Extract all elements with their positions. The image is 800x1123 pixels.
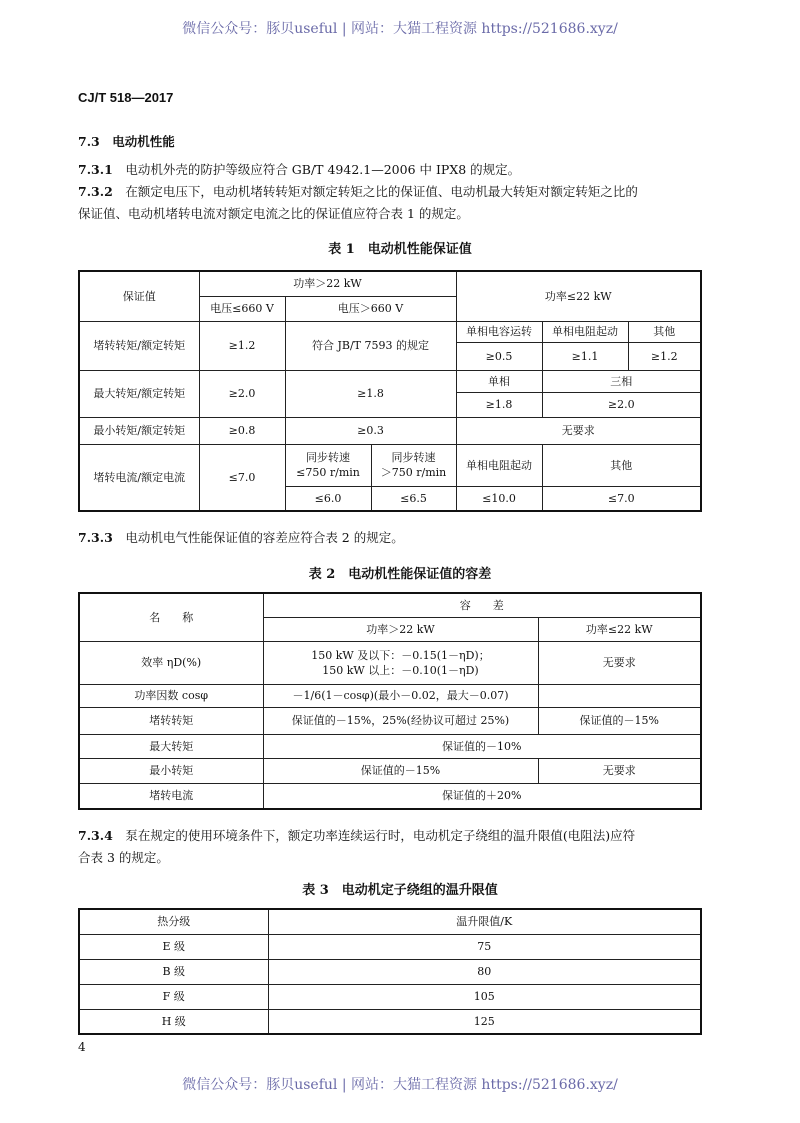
header-cell: 电压＞660 V (285, 296, 456, 321)
cell: ≤7.0 (542, 486, 701, 511)
cell: ≤7.0 (199, 444, 285, 511)
section-heading (78, 131, 175, 153)
cell: ≥2.0 (542, 392, 701, 417)
cell: ≥1.8 (285, 370, 456, 417)
clause-text: 泵在规定的使用环境条件下，额定功率连续运行时，电动机定子绕组的温升限值(电阻法)应符 (125, 828, 636, 843)
row-label: 效率 ηD(%) (79, 641, 263, 684)
table3-caption: 表 3 电动机定子绕组的温升限值 (302, 883, 498, 898)
header-cell: 保证值 (79, 271, 199, 321)
row-label: 堵转转矩/额定转矩 (79, 321, 199, 370)
clause-text: 在额定电压下，电动机堵转转矩对额定转矩之比的保证值、电动机最大转矩对额定转矩之比的 (125, 184, 638, 199)
cell: ≥1.2 (628, 342, 701, 370)
cell: ≤6.0 (285, 486, 371, 511)
row-label: 堵转电流/额定电流 (79, 444, 199, 511)
cell (263, 641, 538, 684)
clause-number: 7.3.1 (78, 162, 113, 177)
cell: 单相电阻起动 (456, 444, 542, 486)
header-cell: 功率＞22 kW (199, 271, 456, 296)
cell-line: ≤750 r/min (296, 466, 360, 479)
clause-7-3-2-cont: 保证值、电动机堵转电流对额定电流之比的保证值应符合表 1 的规定。 (78, 206, 469, 221)
clause-7-3-1 (78, 159, 520, 181)
page-number: 4 (78, 1040, 86, 1054)
cell: 其他 (542, 444, 701, 486)
cell (371, 444, 456, 486)
clause-number: 7.3.4 (78, 828, 113, 843)
cell: 125 (268, 1009, 701, 1034)
clause-text: 电动机外壳的防护等级应符合 GB/T 4942.1—2006 中 IPX8 的规定。 (125, 162, 521, 177)
table2-caption: 表 2 电动机性能保证值的容差 (308, 567, 492, 582)
cell: －1/6(1－cosφ)(最小－0.02，最大－0.07) (263, 684, 538, 707)
cell: 三相 (542, 370, 701, 392)
cell: 无要求 (456, 417, 701, 444)
clause-7-3-2 (78, 181, 638, 203)
cell-line: 150 kW 以上：－0.10(1－ηD) (322, 663, 479, 677)
header-cell: 功率≤22 kW (538, 617, 701, 641)
table-3 (78, 908, 702, 1035)
cell-line: 150 kW 及以下：－0.15(1－ηD)； (311, 648, 490, 662)
cell: 75 (268, 934, 701, 959)
cell: 保证值的－15% (538, 707, 701, 734)
clause-text: 电动机电气性能保证值的容差应符合表 2 的规定。 (125, 530, 404, 545)
header-cell: 热分级 (79, 909, 268, 934)
section-number: 7.3 (78, 134, 100, 149)
cell-line: 同步转速 (306, 451, 350, 464)
header-cell: 电压≤660 V (199, 296, 285, 321)
row-label: 功率因数 cosφ (79, 684, 263, 707)
cell: 单相电阻起动 (542, 321, 628, 342)
row-label: F 级 (79, 984, 268, 1009)
cell (285, 444, 371, 486)
row-label: E 级 (79, 934, 268, 959)
cell-line: ＞750 r/min (380, 466, 447, 479)
clause-number: 7.3.2 (78, 184, 113, 199)
cell: ≥0.8 (199, 417, 285, 444)
standard-code: CJ/T 518—2017 (78, 90, 174, 105)
header-cell: 功率≤22 kW (456, 271, 701, 321)
row-label: 堵转转矩 (79, 707, 263, 734)
header-cell: 容 差 (263, 593, 701, 617)
clause-7-3-4-cont: 合表 3 的规定。 (78, 850, 169, 865)
cell: ≥1.2 (199, 321, 285, 370)
watermark-top: 微信公众号：豚贝useful | 网站：大猫工程资源 https://521686.xyz/ (182, 21, 618, 37)
table-2 (78, 592, 702, 810)
cell (538, 684, 701, 707)
cell: 单相电容运转 (456, 321, 542, 342)
cell: 符合 JB/T 7593 的规定 (285, 321, 456, 370)
cell: 保证值的－10% (263, 734, 701, 758)
cell: ≥2.0 (199, 370, 285, 417)
cell: ≤6.5 (371, 486, 456, 511)
cell: ≥1.1 (542, 342, 628, 370)
row-label: B 级 (79, 959, 268, 984)
cell: 其他 (628, 321, 701, 342)
header-cell: 温升限值/K (268, 909, 701, 934)
clause-7-3-3 (78, 527, 404, 549)
row-label: 最小转矩 (79, 758, 263, 783)
clause-number: 7.3.3 (78, 530, 113, 545)
cell: 无要求 (538, 641, 701, 684)
header-cell: 名 称 (79, 593, 263, 641)
section-title: 电动机性能 (112, 134, 175, 149)
header-cell: 功率＞22 kW (263, 617, 538, 641)
cell: ≥1.8 (456, 392, 542, 417)
row-label: 最大转矩/额定转矩 (79, 370, 199, 417)
cell: ≤10.0 (456, 486, 542, 511)
cell: 保证值的＋20% (263, 783, 701, 809)
cell: ≥0.3 (285, 417, 456, 444)
cell: 保证值的－15%，25%(经协议可超过 25%) (263, 707, 538, 734)
watermark-bottom: 微信公众号：豚贝useful | 网站：大猫工程资源 https://521686.xyz/ (182, 1077, 618, 1093)
cell: 保证值的－15% (263, 758, 538, 783)
cell: 无要求 (538, 758, 701, 783)
row-label: H 级 (79, 1009, 268, 1034)
row-label: 最小转矩/额定转矩 (79, 417, 199, 444)
cell: 单相 (456, 370, 542, 392)
row-label: 最大转矩 (79, 734, 263, 758)
table-1 (78, 270, 702, 512)
cell: 105 (268, 984, 701, 1009)
cell: ≥0.5 (456, 342, 542, 370)
cell-line: 同步转速 (391, 451, 436, 464)
row-label: 堵转电流 (79, 783, 263, 809)
table1-caption: 表 1 电动机性能保证值 (328, 242, 472, 257)
clause-7-3-4 (78, 825, 635, 847)
cell: 80 (268, 959, 701, 984)
